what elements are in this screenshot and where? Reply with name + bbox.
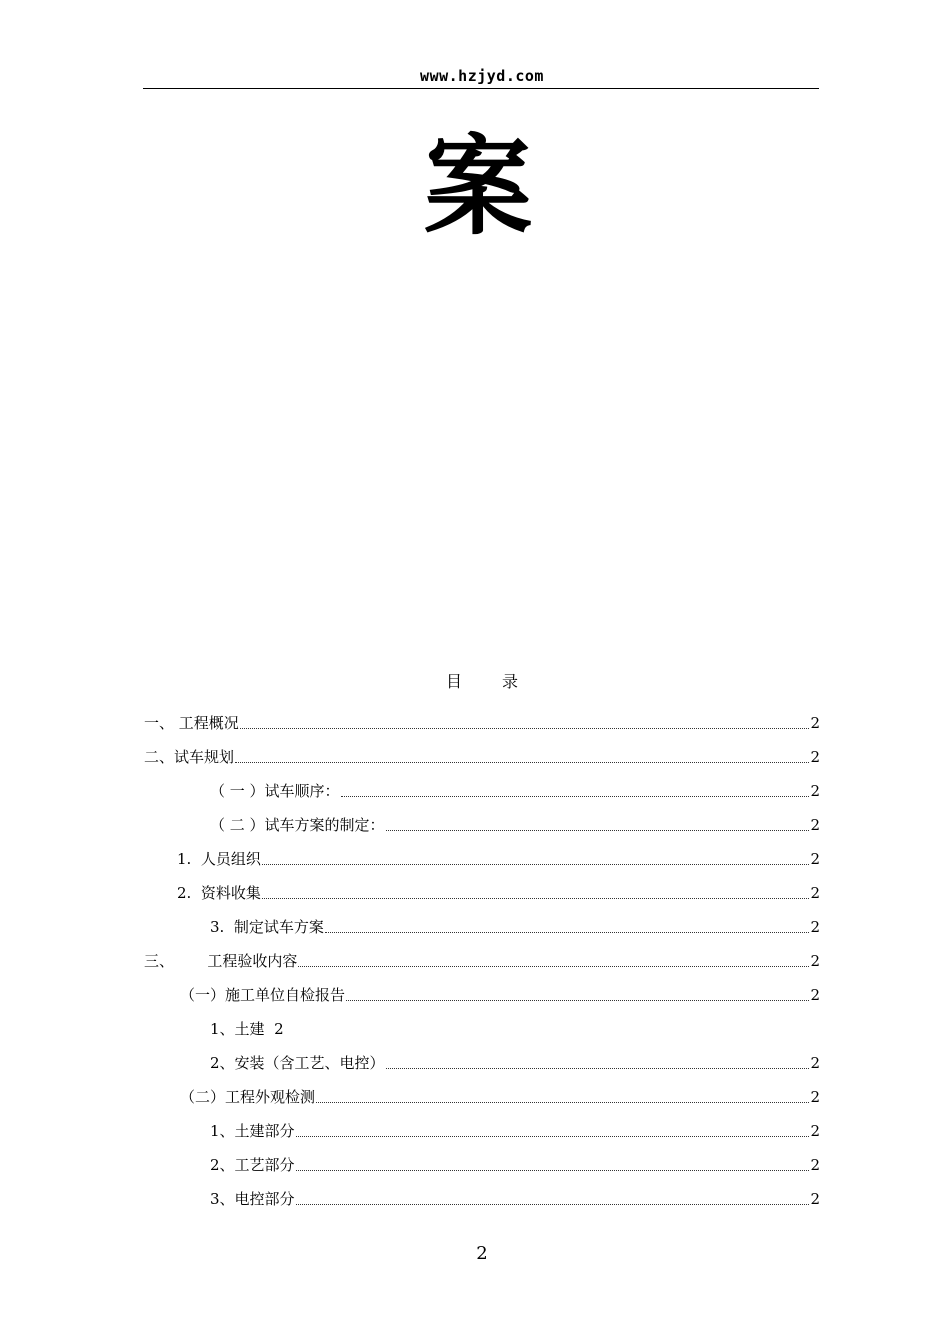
toc-title-right: 录 [502,672,519,691]
toc-entry-label: 2、工艺部分 [210,1156,295,1174]
toc-entry[interactable] [177,848,820,870]
toc-leader-dots [262,864,809,865]
toc-entry[interactable] [210,916,820,938]
toc-leader-dots [296,1136,809,1137]
toc-entry[interactable] [144,712,820,734]
toc-entry-label: （ 一 ）试车顺序： [210,782,340,800]
toc-entry-label: 2、安装（含工艺、电控） [210,1054,385,1072]
toc-leader-dots [386,830,809,831]
toc-entry[interactable] [210,1120,820,1142]
toc-entry-page: 2 [810,782,820,800]
toc-leader-dots [240,728,809,729]
toc-entry[interactable] [210,1018,820,1040]
toc-entry-page: 2 [810,884,820,902]
toc-entry-page: 2 [810,918,820,936]
cover-title-char: 案 [423,124,532,250]
toc-entry-page: 2 [810,1088,820,1106]
toc-entry-page: 2 [810,816,820,834]
toc-leader-dots [386,1068,809,1069]
toc-entry-page: 2 [810,952,820,970]
toc-entry-page: 2 [810,1054,820,1072]
toc-entry[interactable] [210,814,820,836]
toc-leader-dots [341,796,809,797]
toc-entry-page: 2 [810,1190,820,1208]
toc-leader-dots [262,898,809,899]
toc-leader-dots [298,966,809,967]
toc-entry[interactable] [177,882,820,904]
toc-entry-page: 2 [810,986,820,1004]
page-number: 2 [476,1243,488,1264]
toc-entry-page: 2 [810,850,820,868]
toc-entry-label: 三、 工程验收内容 [144,952,298,970]
toc-entry[interactable] [210,1188,820,1210]
toc-entry-label: 一、 工程概况 [144,714,239,732]
toc-entry[interactable] [144,950,820,972]
toc-entry[interactable] [210,1154,820,1176]
toc-entry-label: （ 二 ）试车方案的制定： [210,816,385,834]
toc-leader-dots [296,1170,809,1171]
toc-entry-page: 2 [810,714,820,732]
toc-entry[interactable] [144,746,820,768]
toc-entry-label: 1. 人员组织 [177,850,261,868]
toc-entry-page: 2 [810,1122,820,1140]
toc-entry-label: 3. 制定试车方案 [210,918,324,936]
toc-leader-dots [346,1000,809,1001]
toc-entry-label: 1、土建部分 [210,1122,295,1140]
header-url: www.hzjyd.com [420,67,544,85]
toc-leader-dots [316,1102,809,1103]
toc-leader-dots [325,932,809,933]
toc-title-left: 目 [445,672,462,691]
toc-leader-dots [235,762,809,763]
toc-entry-label: 2. 资料收集 [177,884,261,902]
toc-entry-label: （二）工程外观检测 [180,1088,316,1106]
toc-entry[interactable] [210,1052,820,1074]
toc-entry-label: 二、试车规划 [144,748,235,766]
toc-entry[interactable] [210,780,820,802]
toc-entry-label: 3、电控部分 [210,1190,295,1208]
toc-entry-label: 1、土建 2 [210,1020,284,1038]
toc-entry-page: 2 [810,1156,820,1174]
toc-entry[interactable] [180,984,820,1006]
toc-entry[interactable] [180,1086,820,1108]
toc-entry-page: 2 [810,748,820,766]
toc-leader-dots [296,1204,809,1205]
toc-entry-label: （一）施工单位自检报告 [180,986,346,1004]
